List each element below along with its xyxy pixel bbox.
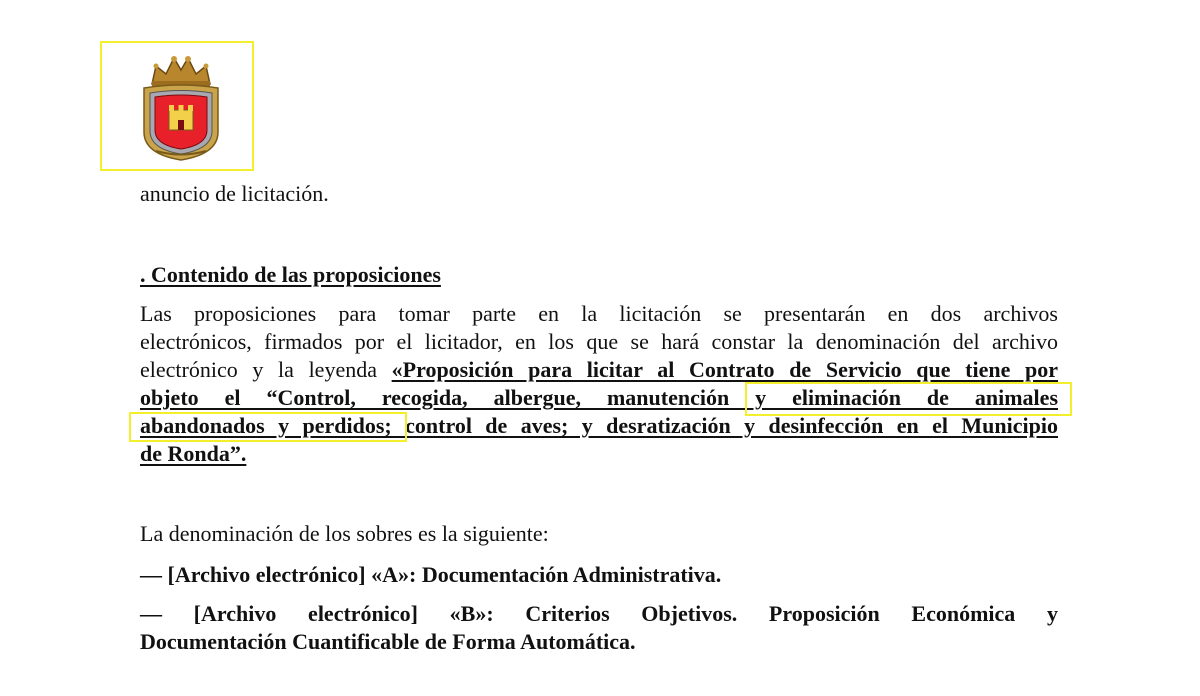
sobre-a: — [Archivo electrónico] «A»: Documentación Administrativa. [140, 562, 722, 587]
intro-line: anuncio de licitación. [140, 181, 329, 206]
logo-highlight-box [100, 41, 254, 171]
paragraph-line-plain: electrónico y la leyenda [140, 357, 392, 382]
paragraph-line: electrónicos, firmados por el licitador, en los que se hará constar la denominación del archivo [140, 329, 1058, 354]
sobre-b-line: — [Archivo electrónico] «B»: Criterios Objetivos. Proposición Económica y [140, 601, 1058, 626]
leyenda-start: «Proposición para licitar al Contrato de Servicio que tiene por [391, 357, 1059, 382]
leyenda-line: abandonados y perdidos; control de aves; y desratización y desinfección en el Municipio [140, 413, 1058, 438]
proposiciones-paragraph [140, 300, 1058, 468]
paragraph-line [140, 356, 1058, 384]
leyenda-line: objeto el “Control, recogida, albergue, manutención y eliminación de animales [140, 385, 1058, 410]
sobre-b [140, 600, 1058, 656]
sobres-intro: La denominación de los sobres es la siguiente: [140, 521, 549, 546]
coat-of-arms-logo [138, 54, 224, 162]
sobre-b-line: Documentación Cuantificable de Forma Automática. [140, 629, 636, 654]
section-title: . Contenido de las proposiciones [140, 262, 441, 287]
leyenda-line: de Ronda”. [140, 441, 247, 466]
paragraph-line: Las proposiciones para tomar parte en la licitación se presentarán en dos archivos [140, 301, 1058, 326]
